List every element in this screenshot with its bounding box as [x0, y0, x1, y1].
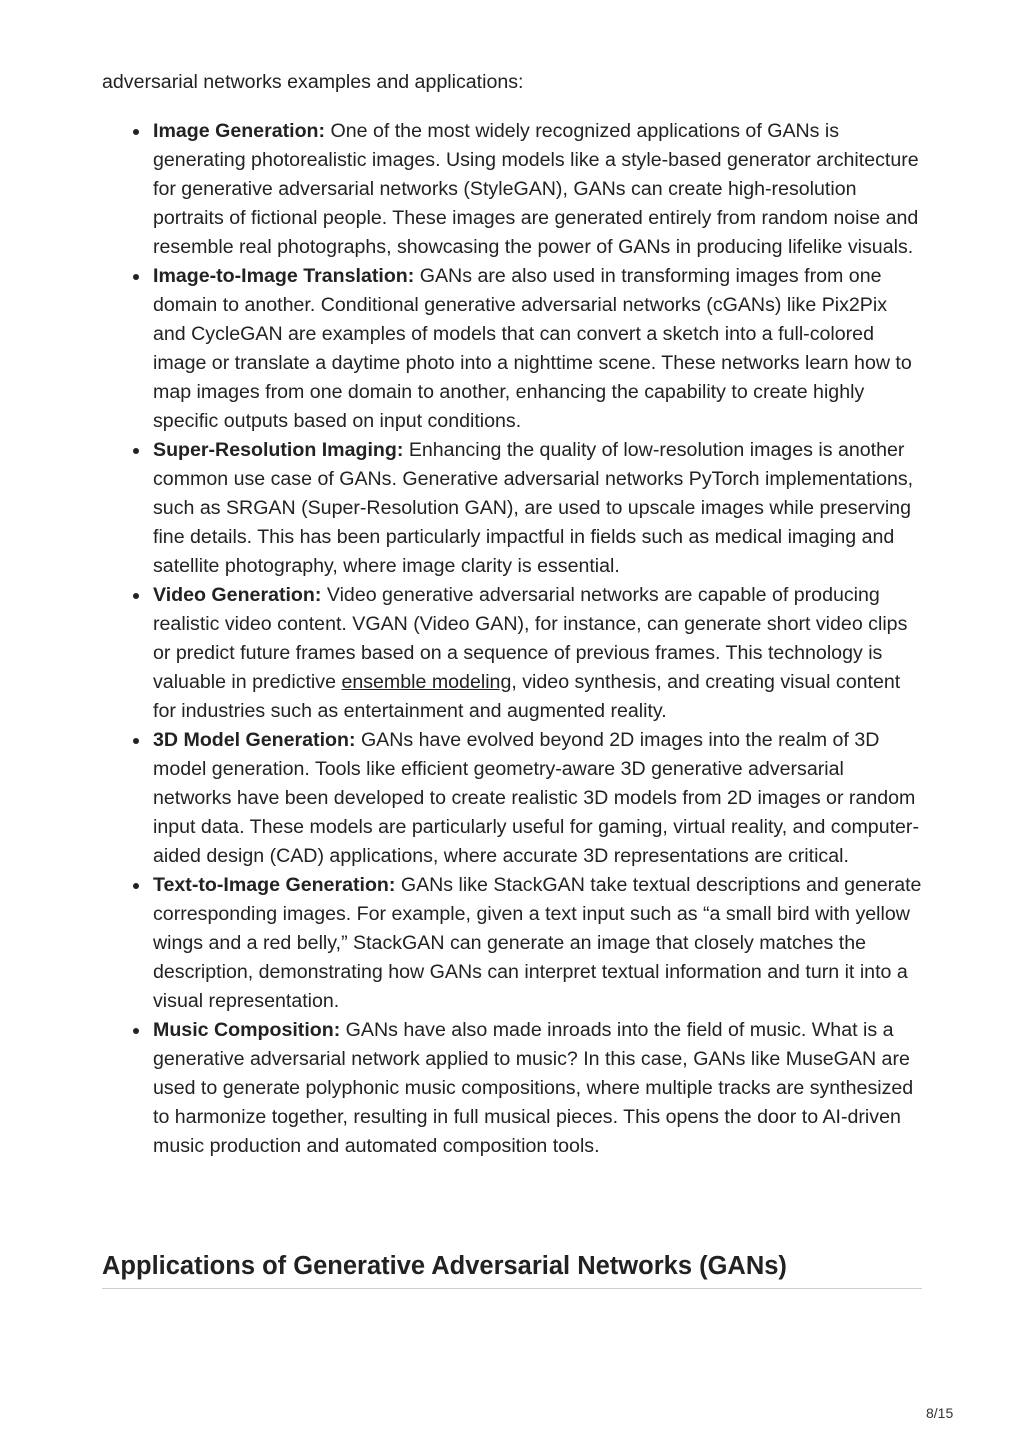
item-title: Music Composition:: [153, 1019, 341, 1041]
section-heading: Applications of Generative Adversarial Networks (GANs): [102, 1249, 922, 1289]
list-item-video-generation: [153, 581, 924, 726]
bullet-icon: [133, 129, 139, 135]
item-text: GANs are also used in transforming images from one domain to another. Conditional generative adversarial networks (cGANs) like Pix2Pix and CycleGAN are examples of models that can convert a sketch into a full-colored image or translate a daytime photo into a nighttime scene. These networks learn how to map images from one domain to another, enhancing the capability to create highly specific outputs based on input conditions.: [153, 265, 912, 432]
item-text: GANs have evolved beyond 2D images into the realm of 3D model generation. Tools like efficient geometry-aware 3D generative adversarial networks have been developed to create realistic 3D models from 2D images or random input data. These models are particularly useful for gaming, virtual reality, and computer-aided design (CAD) applications, where accurate 3D representations are critical.: [153, 729, 919, 867]
item-text: Video generative adversarial networks are capable of producing realistic video content. VGAN (Video GAN), for instance, can generate short video clips or predict future frames based on a sequence of previous frames. This technology is valuable in predictive: [153, 584, 908, 693]
item-title: Text-to-Image Generation:: [153, 874, 396, 896]
bullet-icon: [133, 738, 139, 744]
item-text: GANs like StackGAN take textual descriptions and generate corresponding images. For example, given a text input such as “a small bird with yellow wings and a red belly,” StackGAN can generate an image that closely matches the description, demonstrating how GANs can interpret textual information and turn it into a visual representation.: [153, 874, 922, 1012]
item-text: , video synthesis, and creating visual content for industries such as entertainment and augmented reality.: [153, 671, 901, 722]
list-item-music-composition: [153, 1016, 924, 1161]
page-number: 8/15: [926, 1405, 954, 1421]
list-item-text-to-image: [153, 871, 924, 1016]
article-body: [102, 68, 924, 1161]
bullet-icon: [133, 274, 139, 280]
item-title: Image-to-Image Translation:: [153, 265, 415, 287]
item-title: Super-Resolution Imaging:: [153, 439, 404, 461]
applications-list: [102, 117, 924, 1161]
list-item-3d-model-generation: [153, 726, 924, 871]
list-item-image-to-image-translation: [153, 262, 924, 436]
item-title: Video Generation:: [153, 584, 322, 606]
list-item-super-resolution: [153, 436, 924, 581]
list-item-image-generation: [153, 117, 924, 262]
bullet-icon: [133, 593, 139, 599]
ensemble-modeling-link[interactable]: ensemble modeling: [341, 671, 512, 693]
item-text: Enhancing the quality of low-resolution images is another common use case of GANs. Generative adversarial networks PyTorch implementations, such as SRGAN (Super-Resolution GAN), are used to upscale images while preserving fine details. This has been particularly impactful in fields such as medical imaging and satellite photography, where image clarity is essential.: [153, 439, 914, 577]
item-text: One of the most widely recognized applications of GANs is generating photorealistic images. Using models like a style-based generator architecture for generative adversarial networks (StyleGAN), GANs can create high-resolution portraits of fictional people. These images are generated entirely from random noise and resemble real photographs, showcasing the power of GANs in producing lifelike visuals.: [153, 120, 919, 258]
bullet-icon: [133, 1028, 139, 1034]
item-title: Image Generation:: [153, 120, 326, 142]
bullet-icon: [133, 448, 139, 454]
item-text: GANs have also made inroads into the field of music. What is a generative adversarial network applied to music? In this case, GANs like MuseGAN are used to generate polyphonic music compositions, where multiple tracks are synthesized to harmonize together, resulting in full musical pieces. This opens the door to AI-driven music production and automated composition tools.: [153, 1019, 914, 1157]
item-title: 3D Model Generation:: [153, 729, 356, 751]
bullet-icon: [133, 883, 139, 889]
intro-paragraph: adversarial networks examples and applications:: [102, 71, 524, 93]
